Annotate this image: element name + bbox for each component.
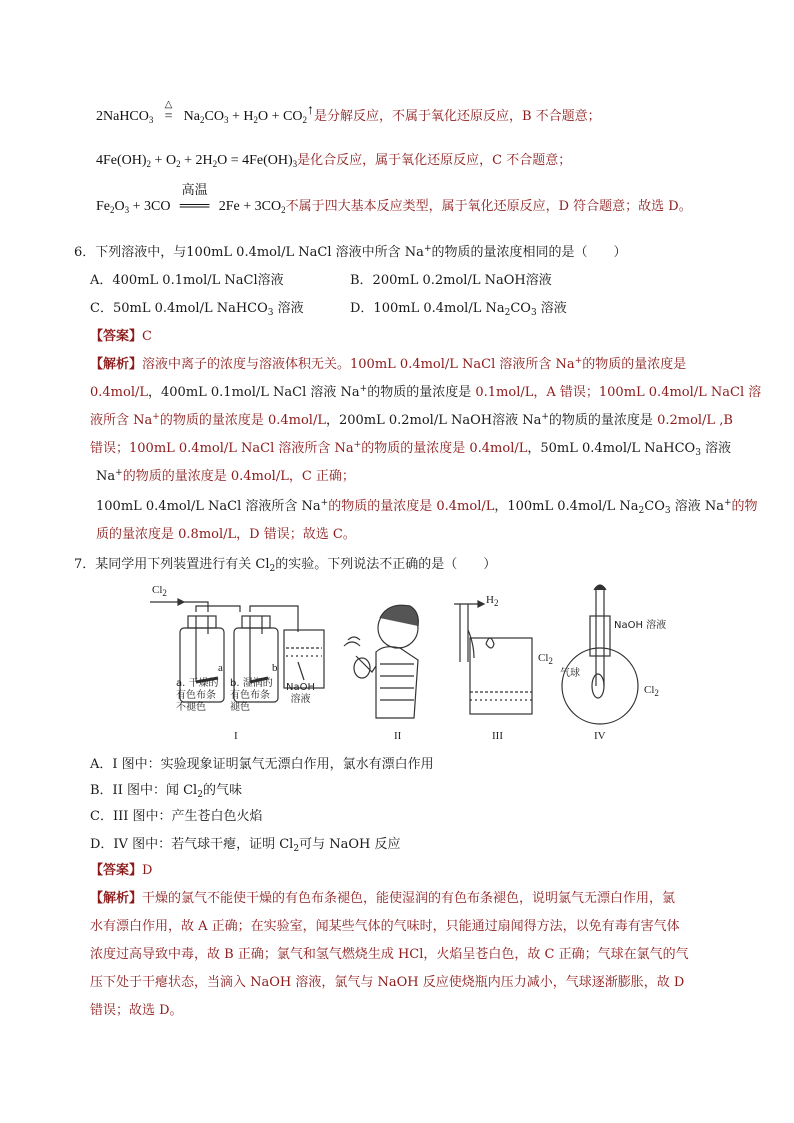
- fig1-naoh-caption: NaOH 溶液: [286, 682, 315, 705]
- equation-3: [96, 183, 692, 216]
- q6-analysis-line-5: Na+的物质的量浓度是 0.4mol/L，C 正确；: [96, 468, 355, 484]
- q6-option-a: A．400mL 0.1mol/L NaCl溶液: [90, 273, 284, 288]
- fig-roman-4: IV: [594, 730, 606, 742]
- fig3-cl2-label: $Cl_2$: [538, 652, 553, 666]
- q6-analysis-line-6: 100mL 0.4mol/L NaCl 溶液所含 Na+的物质的量浓度是 0.4mol/L，100mL 0.4mol/L $Na_2CO_3$ 溶液 Na+的物: [96, 498, 758, 516]
- q6-option-d: D．100mL 0.4mol/L $Na_2CO_3$ 溶液: [350, 301, 567, 318]
- q7-analysis-line-3: 浓度过高导致中毒，故 B 正确；氯气和氢气燃烧生成 HCl，火焰呈苍白色，故 C 正确；气球在氯气的气: [90, 947, 689, 962]
- fig3-h2-label: $H_2$: [486, 594, 499, 608]
- eq3-lhs: $Fe_2O_3 + 3CO$: [96, 199, 171, 215]
- fig4-naoh-label: NaOH 溶液: [614, 620, 667, 631]
- eq3-condition-arrow: 高温 ═══: [179, 183, 210, 214]
- q7-option-a: A．I 图中：实验现象证明氯气无漂白作用，氯水有漂白作用: [90, 757, 434, 772]
- eq1-rhs: $Na_2CO_3 + H_2O$ + $CO_2↑$: [183, 103, 314, 125]
- q6-answer: 【答案】C: [90, 329, 152, 344]
- fig1-label-b: b: [272, 662, 278, 674]
- fig1-cl2-label: $Cl_2$: [152, 584, 167, 598]
- q6-analysis-line-3: 液所含 Na+的物质的量浓度是 0.4mol/L，200mL 0.2mol/L NaOH溶液 Na+的物质的量浓度是 0.2mol/L ,B: [90, 412, 733, 428]
- fig-roman-2: II: [394, 730, 402, 742]
- q6-option-b: B．200mL 0.2mol/L NaOH溶液: [350, 273, 552, 288]
- q7-analysis-line-1: 【解析】干燥的氯气不能使干燥的有色布条褪色，能使湿润的有色布条褪色，说明氯气无漂白作用，氯: [90, 891, 676, 906]
- q7-stem: 7．某同学用下列装置进行有关 $Cl_2$的实验。下列说法不正确的是（ ）: [74, 557, 497, 574]
- eq3-rhs: $2Fe + 3CO_2$: [218, 199, 286, 215]
- fig1-caption-a: a. 干燥的 有色布条 不褪色: [176, 678, 219, 713]
- q6-analysis-line-4: 错误；100mL 0.4mol/L NaCl 溶液所含 Na+的物质的量浓度是 0.4mol/L，50mL 0.4mol/L NaHCO$_3$ 溶液: [90, 440, 732, 458]
- eq2-formula: $4Fe(OH)_2 + O_2 + 2H_2O = 4Fe(OH)_3$: [96, 153, 298, 169]
- q7-option-b: B．II 图中：闻 $Cl_2$的气味: [90, 783, 242, 800]
- q7-analysis-line-5: 错误；故选 D。: [90, 1003, 183, 1018]
- eq1-condition-arrow: △ =: [164, 99, 173, 124]
- eq2-explanation: 是化合反应，属于氧化还原反应，C 不合题意；: [297, 153, 572, 168]
- q6-stem: 6．下列溶液中，与100mL 0.4mol/L NaCl 溶液中所含 Na+的物质的量浓度相同的是（ ）: [74, 244, 627, 260]
- fig4-cl2-label: $Cl_2$: [644, 684, 659, 698]
- eq3-explanation: 不属于四大基本反应类型，属于氧化还原反应，D 符合题意；故选 D。: [285, 199, 692, 214]
- apparatus-drawing: [148, 582, 708, 752]
- q7-option-d: D．IV 图中：若气球干瘪，证明 $Cl_2$可与 NaOH 反应: [90, 837, 401, 854]
- q7-option-c: C．III 图中：产生苍白色火焰: [90, 809, 263, 824]
- fig1-caption-b: b. 湿润的 有色布条 褪色: [230, 678, 273, 713]
- q7-answer: 【答案】D: [90, 863, 153, 878]
- q6-option-c: C．50mL 0.4mol/L NaHCO$_3$ 溶液: [90, 301, 304, 318]
- eq1-lhs: 2NaHCO$_3$: [96, 109, 154, 125]
- eq1-explanation: 是分解反应，不属于氧化还原反应，B 不合题意；: [313, 109, 601, 124]
- q6-analysis-line-7: 质的量浓度是 0.8mol/L，D 错误；故选 C。: [96, 527, 356, 542]
- q7-analysis-line-2: 水有漂白作用，故 A 正确；在实验室，闻某些气体的气味时，只能通过扇闻得方法，以免有毒有害气体: [90, 919, 680, 934]
- fig4-balloon-label: 气球: [560, 668, 580, 679]
- fig1-label-a: a: [218, 662, 223, 674]
- equation-2: [96, 152, 571, 170]
- fig-roman-1: I: [234, 730, 238, 742]
- q6-analysis-line-2: 0.4mol/L，400mL 0.1mol/L NaCl 溶液 Na+的物质的量浓度是 0.1mol/L，A 错误；100mL 0.4mol/L NaCl 溶: [90, 384, 762, 400]
- q7-analysis-line-4: 压下处于干瘪状态，当滴入 NaOH 溶液，氯气与 NaOH 反应使烧瓶内压力减小，气球逐渐膨胀，故 D: [90, 975, 685, 990]
- fig-roman-3: III: [492, 730, 503, 742]
- equation-1: [96, 99, 601, 126]
- q6-analysis-line-1: 【解析】溶液中离子的浓度与溶液体积无关。100mL 0.4mol/L NaCl 溶液所含 Na+的物质的量浓度是: [90, 356, 687, 372]
- apparatus-figure: [148, 582, 708, 752]
